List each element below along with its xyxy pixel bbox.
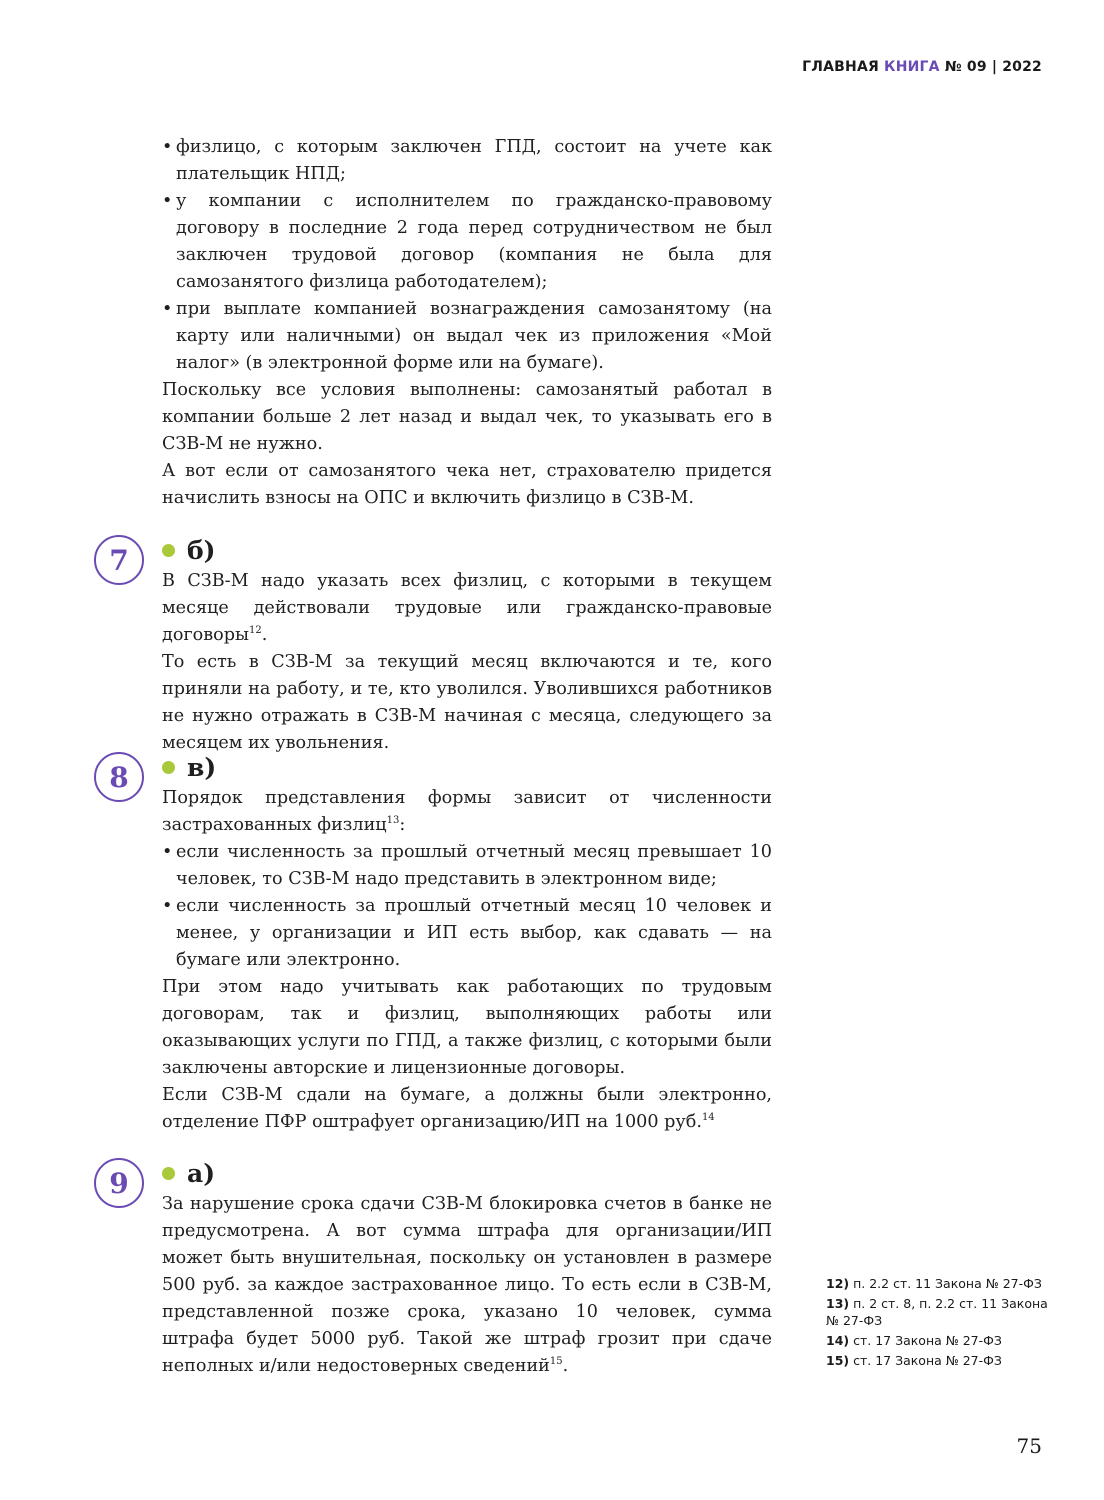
- footnote-ref: 14: [701, 1112, 715, 1123]
- answer-heading: [162, 751, 216, 783]
- answer-letter: а): [187, 1158, 216, 1188]
- footnote: 13) п. 2 ст. 8, п. 2.2 ст. 11 Закона № 27-ФЗ: [826, 1296, 1048, 1328]
- q9-paragraph-1: За нарушение срока сдачи СЗВ-М блокировка счетов в банке не предусмотрена. А вот сумма штрафа для организации/ИП может быть внушительная, поскольку он установлен в размере 500 руб. за каждое застрахованное лицо. То есть если в СЗВ-М, представленной позже срока, указано 10 человек, сумма штрафа будет 5000 руб. Такой же штраф грозит при сдаче неполных и/или недостоверных сведений$^{15}$.: [162, 1194, 772, 1376]
- q8-paragraph-1: Порядок представления формы зависит от численности застрахованных физлиц$^{13}$:: [162, 788, 772, 835]
- answer-letter: б): [187, 535, 216, 565]
- issue-label: № 09 | 2022: [944, 59, 1042, 75]
- q8-bullet: • если численность за прошлый отчетный месяц превышает 10 человек, то СЗВ-М надо представить в электронном виде;: [162, 839, 772, 893]
- q9-body: [162, 1191, 772, 1380]
- answer-dot-icon: [162, 544, 175, 557]
- magazine-header: [802, 59, 1042, 75]
- footnotes: [826, 1275, 1056, 1372]
- intro-block: [162, 134, 772, 512]
- answer-heading: [162, 1157, 215, 1189]
- intro-bullet: • у компании с исполнителем по гражданско-правовому договору в последние 2 года перед сотрудничеством не был заключен трудовой договор (компания не была для самозанятого физлица работодателем);: [162, 188, 772, 296]
- q7-body: [162, 568, 772, 757]
- page-number: 75: [1016, 1434, 1042, 1458]
- intro-paragraph: А вот если от самозанятого чека нет, страхователю придется начислить взносы на ОПС и включить физлицо в СЗВ-М.: [162, 461, 772, 508]
- footnote-ref: 13: [386, 815, 400, 826]
- brand-accent: КНИГА: [884, 59, 940, 75]
- q7-paragraph-1: В СЗВ-М надо указать всех физлиц, с которыми в текущем месяце действовали трудовые или гражданско-правовые договоры$^{12}$.: [162, 571, 772, 645]
- question-number-badge: 9: [94, 1158, 144, 1208]
- intro-bullet: • при выплате компанией вознаграждения самозанятому (на карту или наличными) он выдал чек из приложения «Мой налог» (в электронной форме или на бумаге).: [162, 296, 772, 377]
- answer-dot-icon: [162, 761, 175, 774]
- brand-main: ГЛАВНАЯ: [802, 59, 879, 75]
- question-number-badge: 8: [94, 752, 144, 802]
- question-number-badge: 7: [94, 535, 144, 585]
- footnote: 15) ст. 17 Закона № 27-ФЗ: [826, 1353, 1002, 1368]
- answer-dot-icon: [162, 1167, 175, 1180]
- footnote: 14) ст. 17 Закона № 27-ФЗ: [826, 1333, 1002, 1348]
- footnote: 12) п. 2.2 ст. 11 Закона № 27-ФЗ: [826, 1276, 1042, 1291]
- q8-body: [162, 785, 772, 1136]
- footnote-ref: 15: [549, 1356, 563, 1367]
- q8-paragraph-3: Если СЗВ-М сдали на бумаге, а должны были электронно, отделение ПФР оштрафует организацию/ИП на 1000 руб.$^{14}$: [162, 1085, 772, 1132]
- intro-paragraph: Поскольку все условия выполнены: самозанятый работал в компании больше 2 лет назад и выдал чек, то указывать его в СЗВ-М не нужно.: [162, 380, 772, 454]
- q7-paragraph-2: То есть в СЗВ-М за текущий месяц включаются и те, кого приняли на работу, и те, кто уволился. Уволившихся работников не нужно отражать в СЗВ-М начиная с месяца, следующего за месяцем их увольнения.: [162, 652, 772, 753]
- footnote-ref: 12: [249, 625, 262, 636]
- answer-letter: в): [187, 752, 217, 782]
- answer-heading: [162, 534, 216, 566]
- q8-paragraph-2: При этом надо учитывать как работающих по трудовым договорам, так и физлиц, выполняющих работы или оказывающих услуги по ГПД, а также физлиц, с которыми были заключены авторские и лицензионные договоры.: [162, 977, 772, 1078]
- intro-bullet: • физлицо, с которым заключен ГПД, состоит на учете как плательщик НПД;: [162, 134, 772, 188]
- q8-bullet: • если численность за прошлый отчетный месяц 10 человек и менее, у организации и ИП есть выбор, как сдавать — на бумаге или электронно.: [162, 893, 772, 974]
